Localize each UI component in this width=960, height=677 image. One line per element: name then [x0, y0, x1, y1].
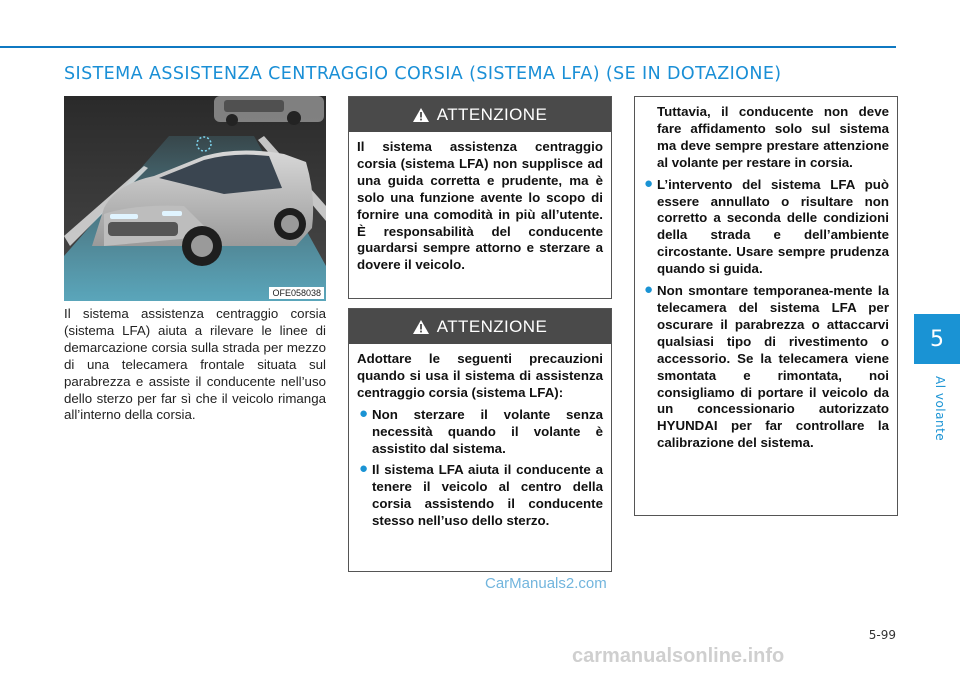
- body-paragraph: Il sistema assistenza centraggio corsia (sistema LFA) aiuta a rilevare le linee di demarcazione corsia sulla strada per mezzo di una telecamera frontale situata sul parabrezza e assiste il conducente nell’uso dello sterzo per far sì che il veicolo rimanga all’interno della corsia.: [64, 306, 326, 423]
- list-item: [357, 462, 603, 530]
- warning-box-continuation: [634, 96, 898, 516]
- lfa-illustration: [64, 96, 326, 301]
- warning-header-text: ATTENZIONE: [436, 316, 548, 336]
- bullet-icon: ●: [359, 404, 369, 422]
- warning-triangle-icon: [413, 108, 429, 122]
- warning-box-1: [348, 96, 612, 299]
- list-item: [642, 283, 889, 452]
- warning-text: Il sistema assistenza centraggio corsia (sistema LFA) non supplisce ad una guida corretta e prudente, ma è solo una funzione avente lo scopo di fornire una comodità in più all’utente. È responsabilità del conducente guardarsi sempre attorno e sterzare a dovere il veicolo.: [357, 139, 603, 273]
- page-number: 5-99: [868, 628, 896, 642]
- warning-header-text: ATTENZIONE: [436, 104, 548, 124]
- bullet-text: Non sterzare il volante senza necessità quando il volante è assistito dal sistema.: [372, 406, 603, 456]
- warning-triangle-icon: [413, 320, 429, 334]
- bullet-text: Il sistema LFA aiuta il conducente a tenere il veicolo al centro della corsia assistendo il conducente stesso nell’uso dello sterzo.: [372, 462, 603, 529]
- chapter-tab[interactable]: 5: [914, 314, 960, 364]
- bullet-text: L’intervento del sistema LFA può essere annullato o risultare non corretto a seconda delle condizioni della strada e dell’ambiente circostante. Usare sempre prudenza quando si guida.: [657, 176, 889, 277]
- section-title: SISTEMA ASSISTENZA CENTRAGGIO CORSIA (SISTEMA LFA) (SE IN DOTAZIONE): [64, 64, 782, 84]
- bullet-text: Non smontare temporanea-mente la telecamera del sistema LFA per oscurare il parabrezza o attaccarvi qualsiasi tipo di rivestimento o accessorio. Se la telecamera viene smontata e rimontata, noi consigliamo di portare il veicolo da un concessionario autorizzato HYUNDAI per far controllare la calibrazione del sistema.: [657, 283, 889, 451]
- continuation-text: Tuttavia, il conducente non deve fare affidamento solo sul sistema ma deve sempre prestare attenzione al volante per restare in corsia.: [657, 104, 889, 170]
- car-lane-drawing: [64, 96, 326, 301]
- warning-body: [635, 97, 897, 460]
- bullet-icon: ●: [644, 281, 654, 299]
- top-rule: [0, 46, 896, 48]
- watermark-carmanualsonline[interactable]: carmanualsonline.info: [572, 645, 785, 667]
- warning-bullet-list: [644, 174, 889, 453]
- watermark-carmanuals2[interactable]: CarManuals2.com: [485, 575, 607, 592]
- warning-header: [349, 309, 611, 344]
- warning-intro: Adottare le seguenti precauzioni quando si usa il sistema di assistenza centraggio corsia (sistema LFA):: [357, 351, 603, 400]
- illustration-code: OFE058038: [269, 287, 324, 299]
- list-item: [357, 404, 603, 458]
- warning-header: [349, 97, 611, 132]
- warning-box-2: [348, 308, 612, 572]
- warning-body: [349, 344, 611, 538]
- warning-bullet-list: [357, 404, 603, 530]
- list-item: [642, 174, 889, 278]
- bullet-icon: ●: [359, 460, 369, 478]
- chapter-label: Al volante: [933, 376, 947, 442]
- bullet-icon: ●: [644, 174, 654, 192]
